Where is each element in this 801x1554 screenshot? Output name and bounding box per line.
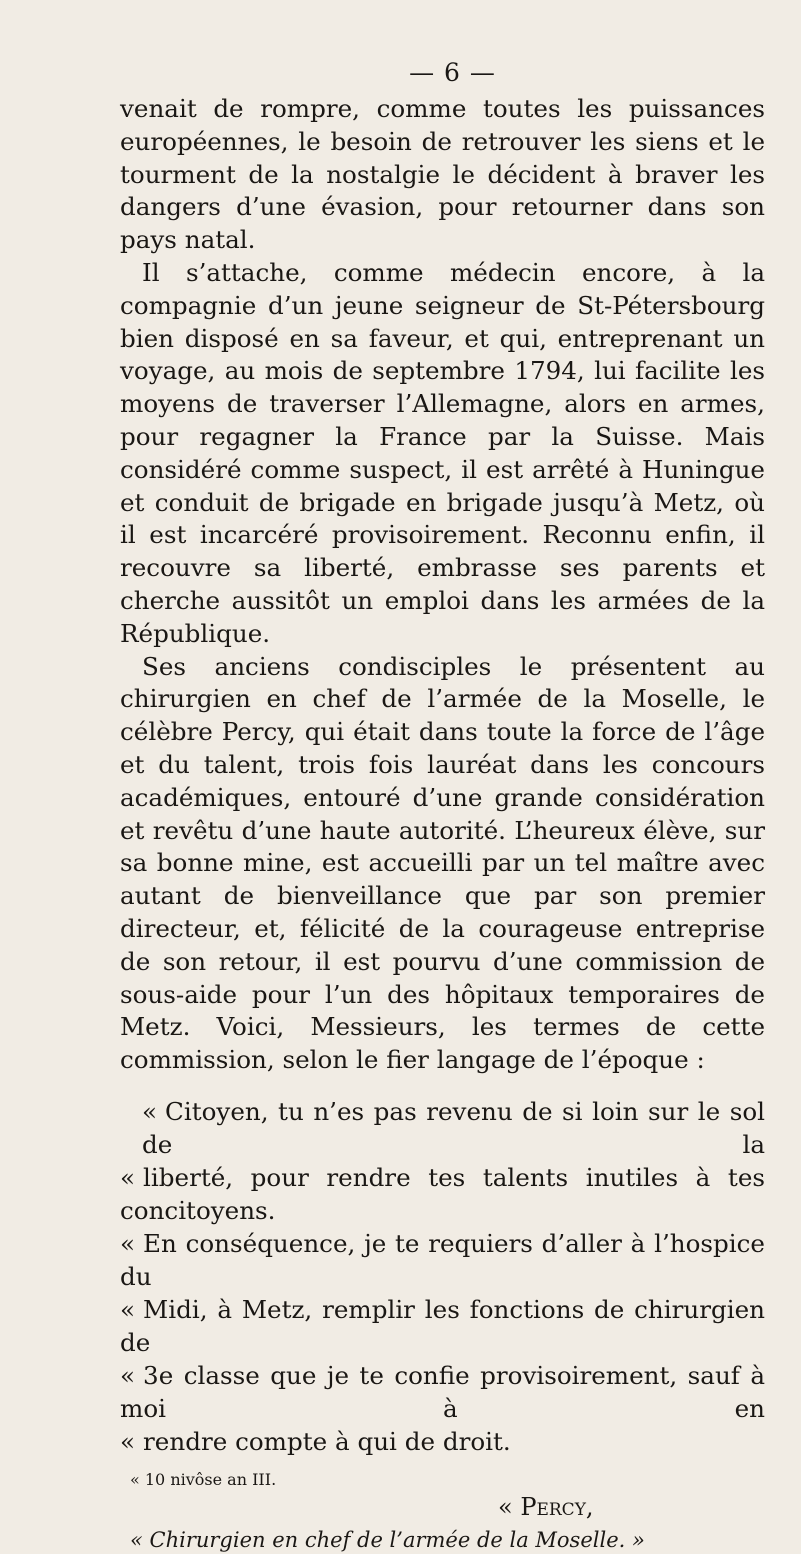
quote-line-5: « 3e classe que je te confie provisoirement, sauf à moi à en xyxy=(120,1360,765,1423)
commission-quote xyxy=(120,1095,765,1554)
commission-date: « 10 nivôse an III. xyxy=(130,1469,277,1489)
quote-line-6: « rendre compte à qui de droit. xyxy=(120,1426,511,1456)
quote-line-1: « Citoyen, tu n’es pas revenu de si loin sur le sol de la xyxy=(142,1096,765,1159)
quote-line-3: « En conséquence, je te requiers d’aller à l’hospice du xyxy=(120,1228,765,1291)
page-number: — 6 — xyxy=(409,58,496,87)
signature xyxy=(498,1492,765,1522)
paragraph-1: venait de rompre, comme toutes les puissances européennes, le besoin de retrouver les siens et le tourment de la nostalgie le décident à braver les dangers d’une évasion, pour retourner dans son pays natal. xyxy=(120,94,765,255)
signature-mark: « xyxy=(498,1492,513,1521)
quote-line-2: « liberté, pour rendre tes talents inutiles à tes concitoyens. xyxy=(120,1162,765,1225)
paragraph-2: Il s’attache, comme médecin encore, à la compagnie d’un jeune seigneur de St-Pétersbourg bien disposé en sa faveur, et qui, entreprenant un voyage, au mois de septembre 1794, lui facilite les moyens de traverser l’Allemagne, alors en armes, pour regagner la France par la Suisse. Mais considéré comme suspect, il est arrêté à Huningue et conduit de brigade en brigade jusqu’à Metz, où il est incarcéré provisoirement. Reconnu enfin, il recouvre sa liberté, embrasse ses parents et cherche aussitôt un emploi dans les armées de la République. xyxy=(120,257,765,648)
quote-mark: « xyxy=(142,1096,158,1126)
paragraph-3: Ses anciens condisciples le présentent au chirurgien en chef de l’armée de la Moselle, le célèbre Percy, qui était dans toute la force de l’âge et du talent, trois fois lauréat dans les concours académiques, entouré d’une grande considération et revêtu d’une haute autorité. L’heureux élève, sur sa bonne mine, est accueilli par un tel maître avec autant de bienveillance que par son premier directeur, et, félicité de la courageuse entreprise de son retour, il est pourvu d’une commission de sous-aide pour l’un des hôpitaux temporaires de Metz. Voici, Messieurs, les termes de cette commission, selon le fier langage de l’époque : xyxy=(120,651,765,1075)
quote-line-4: « Midi, à Metz, remplir les fonctions de chirurgien de xyxy=(120,1294,765,1357)
signature-title: « Chirurgien en chef de l’armée de la Moselle. » xyxy=(130,1527,645,1552)
signature-name: Percy, xyxy=(520,1492,594,1521)
